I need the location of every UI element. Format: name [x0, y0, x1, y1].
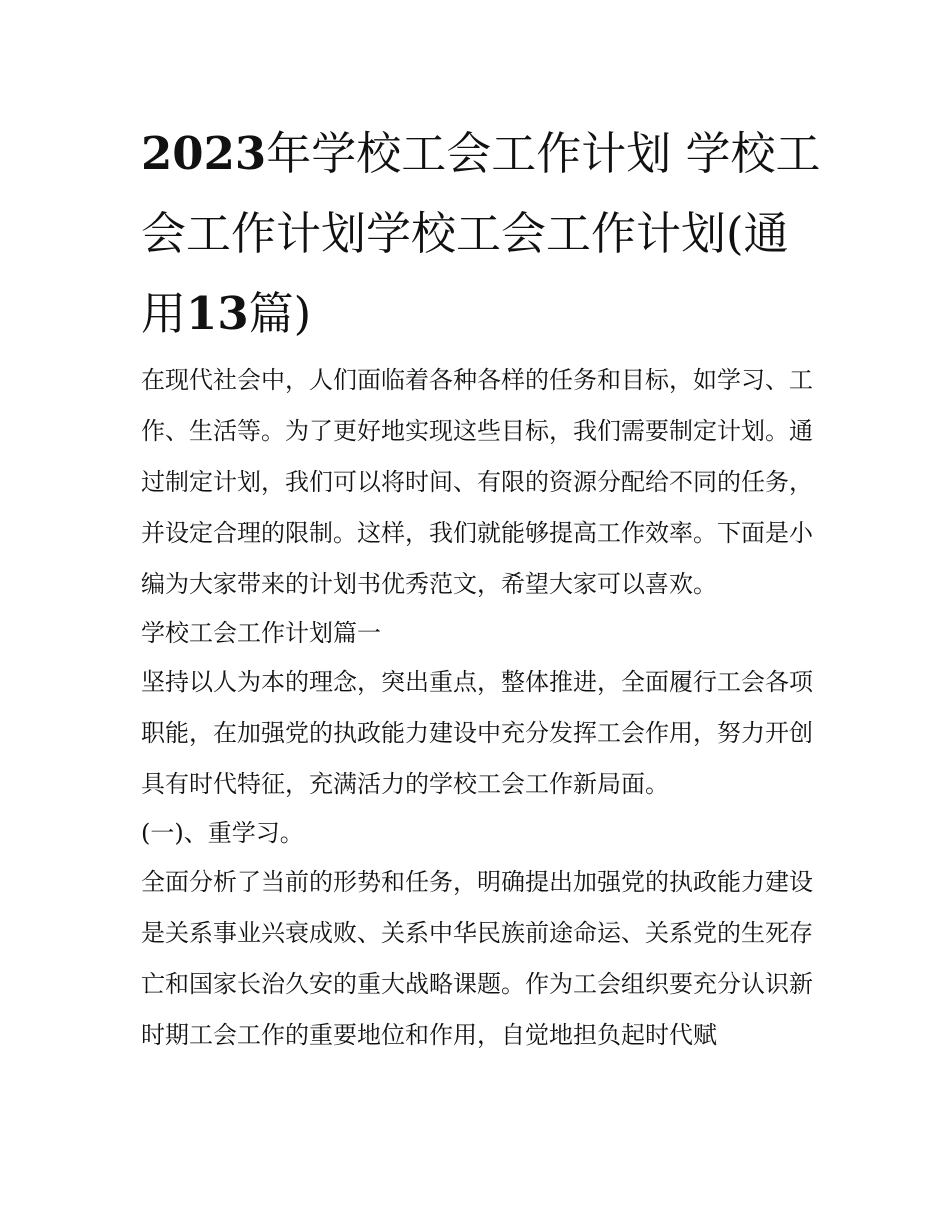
- document-body: [141, 355, 821, 1061]
- document-title: [141, 114, 821, 354]
- title-year: 2023: [141, 127, 267, 180]
- subsection-heading: (一)、重学习。: [141, 819, 304, 847]
- title-text: 年学校工会工作计划 学校工会工作计划学校工会工作计划(通用: [141, 127, 821, 340]
- body-paragraph: 坚持以人为本的理念，突出重点，整体推进，全面履行工会各项职能，在加强党的执政能力建设中充分发挥工会作用，努力开创具有时代特征，充满活力的学校工会工作新局面。: [141, 668, 813, 798]
- section-heading: 学校工会工作计划篇一: [141, 619, 381, 647]
- intro-paragraph: 在现代社会中，人们面临着各种各样的任务和目标，如学习、工作、生活等。为了更好地实现这些目标，我们需要制定计划。通过制定计划，我们可以将时间、有限的资源分配给不同的任务，并设定合理的限制。这样，我们就能够提高工作效率。下面是小编为大家带来的计划书优秀范文，希望大家可以喜欢。: [141, 366, 813, 598]
- title-count: 13: [186, 287, 249, 340]
- body-paragraph: 全面分析了当前的形势和任务，明确提出加强党的执政能力建设是关系事业兴衰成败、关系中华民族前途命运、关系党的生死存亡和国家长治久安的重大战略课题。作为工会组织要充分认识新时期工会工作的重要地位和作用，自觉地担负起时代赋: [141, 868, 813, 1049]
- title-suffix: 篇): [248, 287, 312, 340]
